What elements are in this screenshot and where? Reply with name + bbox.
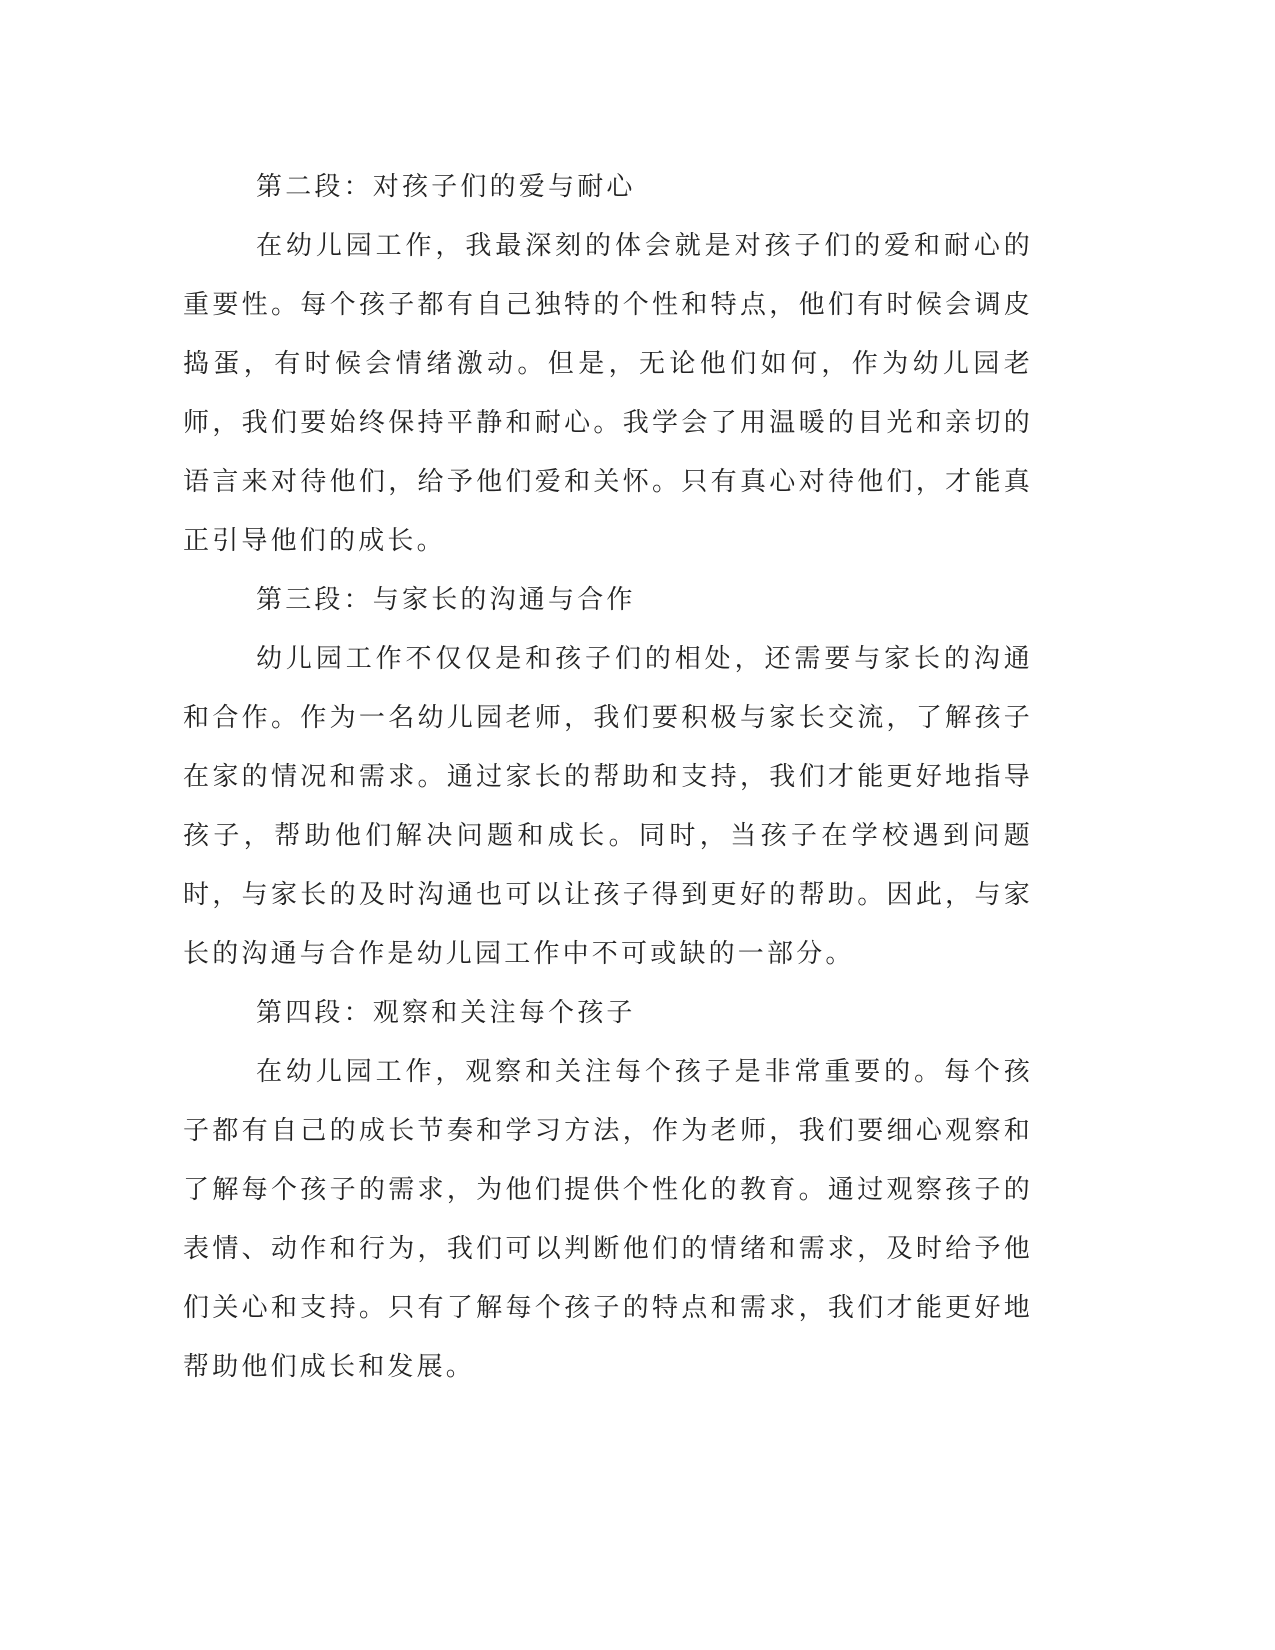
document-body [183,158,1033,1397]
section-paragraph: 在幼儿园工作，观察和关注每个孩子是非常重要的。每个孩子都有自己的成长节奏和学习方法，作为老师，我们要细心观察和了解每个孩子的需求，为他们提供个性化的教育。通过观察孩子的表情、动作和行为，我们可以判断他们的情绪和需求，及时给予他们关心和支持。只有了解每个孩子的特点和需求，我们才能更好地帮助他们成长和发展。 [183,1057,1033,1382]
section-paragraph: 幼儿园工作不仅仅是和孩子们的相处，还需要与家长的沟通和合作。作为一名幼儿园老师，我们要积极与家长交流，了解孩子在家的情况和需求。通过家长的帮助和支持，我们才能更好地指导孩子，帮助他们解决问题和成长。同时，当孩子在学校遇到问题时，与家长的及时沟通也可以让孩子得到更好的帮助。因此，与家长的沟通与合作是幼儿园工作中不可或缺的一部分。 [183,644,1033,969]
section-paragraph: 在幼儿园工作，我最深刻的体会就是对孩子们的爱和耐心的重要性。每个孩子都有自己独特的个性和特点，他们有时候会调皮捣蛋，有时候会情绪激动。但是，无论他们如何，作为幼儿园老师，我们要始终保持平静和耐心。我学会了用温暖的目光和亲切的语言来对待他们，给予他们爱和关怀。只有真心对待他们，才能真正引导他们的成长。 [183,231,1033,556]
section-heading: 第四段：观察和关注每个孩子 [256,998,636,1028]
section-heading: 第二段：对孩子们的爱与耐心 [256,172,636,202]
section-heading: 第三段：与家长的沟通与合作 [256,585,636,615]
